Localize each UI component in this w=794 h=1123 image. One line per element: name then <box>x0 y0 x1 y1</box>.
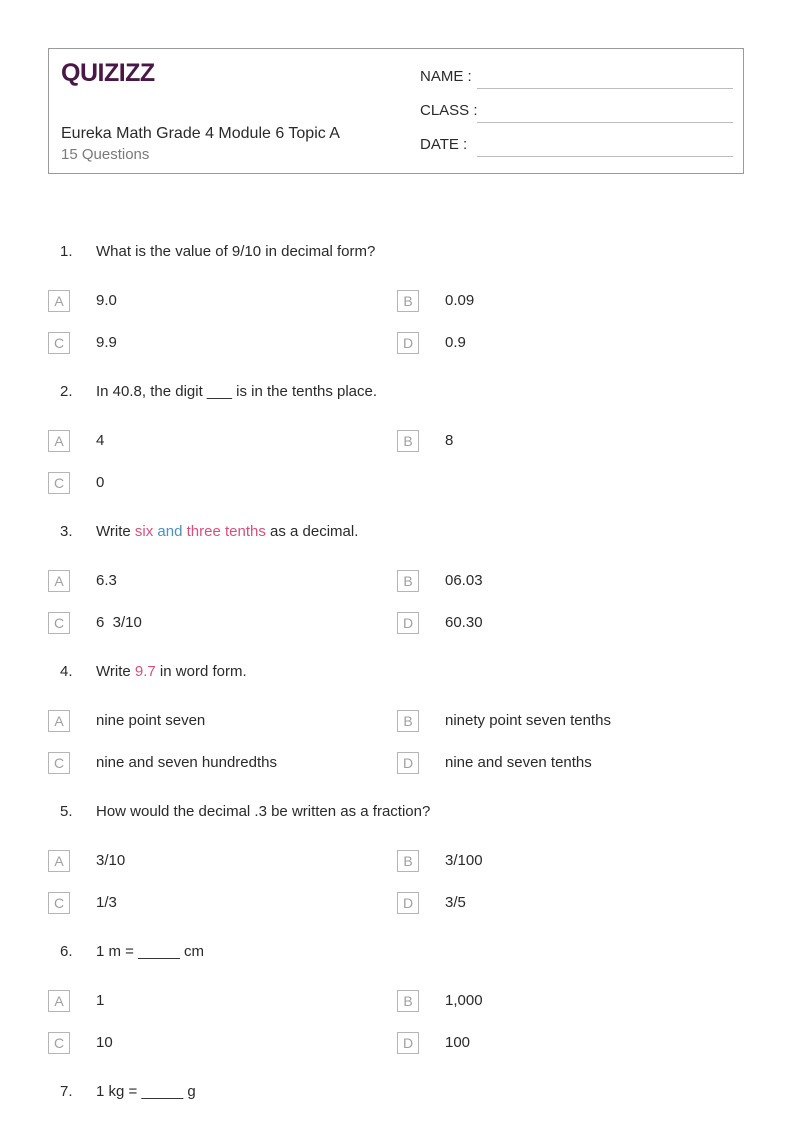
text-part: as a decimal. <box>265 523 359 540</box>
option-c-text: nine and seven hundredths <box>96 754 277 771</box>
option-a-box: A <box>48 710 70 732</box>
highlight-and: and <box>157 523 183 540</box>
option-b-text: 0.09 <box>445 292 475 309</box>
name-label: NAME : <box>420 68 472 85</box>
option-c-box: C <box>48 612 70 634</box>
option-d-box: D <box>397 892 419 914</box>
highlight-six: six <box>134 523 154 540</box>
text-part: Write <box>96 523 135 540</box>
date-label: DATE : <box>420 136 468 153</box>
option-d-box: D <box>397 612 419 634</box>
option-c-text: 9.9 <box>96 334 117 351</box>
option-a-box: A <box>48 570 70 592</box>
option-a-text: 6.3 <box>96 572 117 589</box>
option-d-text: 3/5 <box>445 894 466 911</box>
question-text: 1 kg = _____ g <box>96 1083 196 1100</box>
class-line <box>477 122 733 123</box>
option-d-box: D <box>397 332 419 354</box>
option-d-text: 0.9 <box>445 334 466 351</box>
option-d-text: 100 <box>445 1034 471 1051</box>
option-b-text: 8 <box>445 432 454 449</box>
question-number: 7. <box>60 1083 73 1100</box>
question-number: 2. <box>60 383 73 400</box>
option-b-box: B <box>397 430 419 452</box>
question-number: 1. <box>60 243 73 260</box>
option-c-text: 1/3 <box>96 894 117 911</box>
question-count: 15 Questions <box>61 146 150 163</box>
option-b-text: ninety point seven tenths <box>445 712 611 729</box>
question-number: 3. <box>60 523 73 540</box>
question-text: What is the value of 9/10 in decimal form? <box>96 243 376 260</box>
option-a-box: A <box>48 990 70 1012</box>
question-text <box>96 523 358 540</box>
option-a-box: A <box>48 850 70 872</box>
question-text: 1 m = _____ cm <box>96 943 204 960</box>
highlight-number: 9.7 <box>134 663 156 680</box>
option-a-text: nine point seven <box>96 712 206 729</box>
option-b-box: B <box>397 990 419 1012</box>
option-c-text: 10 <box>96 1034 113 1051</box>
option-c-text: 0 <box>96 474 105 491</box>
option-c-box: C <box>48 1032 70 1054</box>
question-text <box>96 663 247 680</box>
question-number: 4. <box>60 663 73 680</box>
question-text: In 40.8, the digit ___ is in the tenths place. <box>96 383 378 400</box>
option-c-box: C <box>48 892 70 914</box>
question-number: 5. <box>60 803 73 820</box>
option-c-box: C <box>48 472 70 494</box>
option-d-box: D <box>397 1032 419 1054</box>
option-a-box: A <box>48 290 70 312</box>
option-c-text: 6 3/10 <box>96 614 142 631</box>
option-d-text: nine and seven tenths <box>445 754 592 771</box>
option-b-text: 1,000 <box>445 992 483 1009</box>
option-b-box: B <box>397 570 419 592</box>
class-label: CLASS : <box>420 102 478 119</box>
option-c-box: C <box>48 752 70 774</box>
quizizz-logo: QUIZIZZ <box>61 59 155 87</box>
option-c-box: C <box>48 332 70 354</box>
option-d-box: D <box>397 752 419 774</box>
question-text: How would the decimal .3 be written as a fraction? <box>96 803 431 820</box>
option-b-box: B <box>397 290 419 312</box>
option-d-text: 60.30 <box>445 614 483 631</box>
option-b-text: 3/100 <box>445 852 483 869</box>
option-b-text: 06.03 <box>445 572 483 589</box>
option-a-text: 1 <box>96 992 105 1009</box>
option-a-text: 4 <box>96 432 105 449</box>
option-b-box: B <box>397 850 419 872</box>
worksheet-title: Eureka Math Grade 4 Module 6 Topic A <box>61 125 340 142</box>
option-a-box: A <box>48 430 70 452</box>
question-number: 6. <box>60 943 73 960</box>
highlight-three-tenths: three tenths <box>186 523 266 540</box>
text-part: Write <box>96 663 135 680</box>
name-line <box>477 88 733 89</box>
date-line <box>477 156 733 157</box>
option-b-box: B <box>397 710 419 732</box>
option-a-text: 3/10 <box>96 852 126 869</box>
text-part: in word form. <box>155 663 247 680</box>
option-a-text: 9.0 <box>96 292 117 309</box>
worksheet-header <box>48 48 744 174</box>
